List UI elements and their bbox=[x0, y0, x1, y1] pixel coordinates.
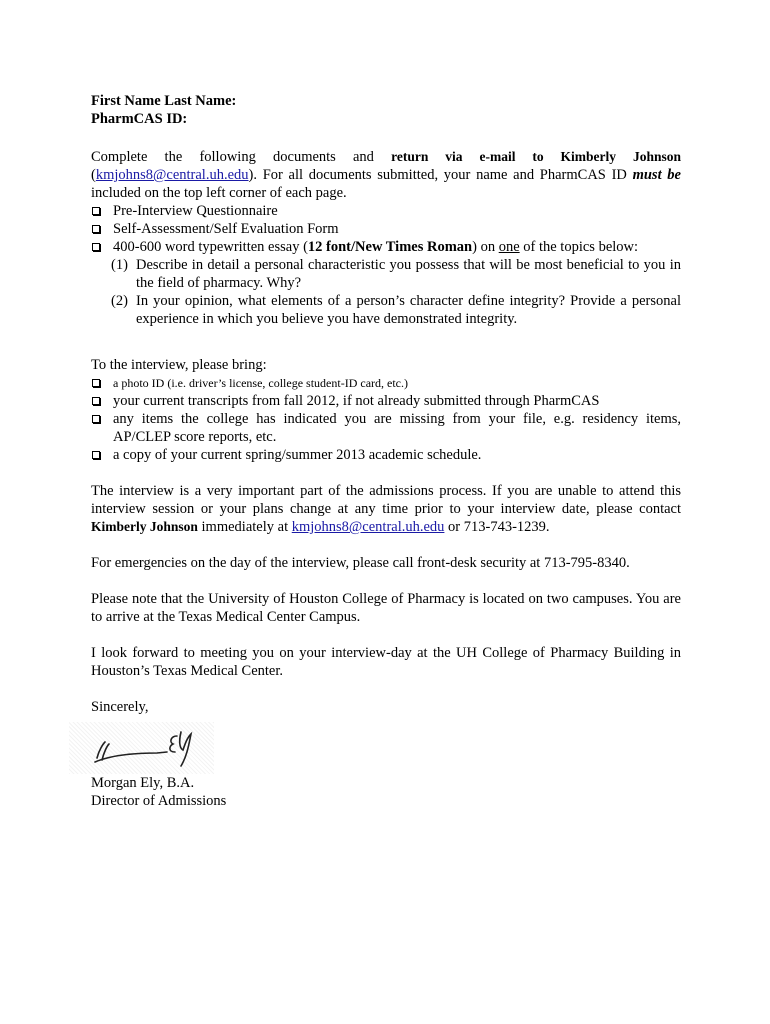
topic-text: Describe in detail a personal characteristic you possess that will be most beneficial to you in the field of pharmacy. Why? bbox=[136, 257, 681, 291]
document-item-essay-a: 400-600 word typewritten essay ( bbox=[113, 239, 308, 255]
intro-paragraph bbox=[91, 148, 681, 202]
interview-text-1: The interview is a very important part of the admissions process. If you are unable to attend this interview session or your plans change at any time prior to your interview date, please contact bbox=[91, 483, 681, 517]
document-item-questionnaire: Pre-Interview Questionnaire bbox=[113, 203, 278, 219]
list-item bbox=[111, 256, 681, 292]
closing-paragraph: I look forward to meeting you on your interview-day at the UH College of Pharmacy Building in Houston’s Texas Medical Center. bbox=[91, 645, 681, 679]
checkbox-icon bbox=[92, 243, 100, 251]
signatory-title: Director of Admissions bbox=[91, 793, 227, 809]
bring-heading: To the interview, please bring: bbox=[91, 357, 267, 373]
list-item bbox=[91, 238, 681, 256]
checkbox-icon bbox=[92, 379, 100, 387]
essay-topics-list bbox=[91, 256, 681, 328]
document-item-self-assessment: Self-Assessment/Self Evaluation Form bbox=[113, 221, 339, 237]
intro-text-1: Complete the following documents and bbox=[91, 149, 392, 165]
bring-item-missing-items: any items the college has indicated you are missing from your file, e.g. residency items, AP/CLEP score reports, etc. bbox=[113, 411, 681, 445]
checkbox-icon bbox=[92, 207, 100, 215]
document-item-essay-one: one bbox=[498, 239, 520, 255]
campus-paragraph: Please note that the University of Houston College of Pharmacy is located on two campuses. You are to arrive at the Texas Medical Center Campus. bbox=[91, 591, 681, 625]
handwritten-signature bbox=[69, 722, 214, 774]
bring-item-transcripts: your current transcripts from fall 2012, if not already submitted through PharmCAS bbox=[113, 393, 600, 409]
list-item bbox=[111, 292, 681, 328]
topic-number: (2) bbox=[111, 293, 128, 309]
checkbox-icon bbox=[92, 397, 100, 405]
interview-text-2: immediately at bbox=[197, 519, 292, 535]
list-item bbox=[91, 374, 681, 392]
list-item bbox=[91, 446, 681, 464]
list-item bbox=[91, 220, 681, 238]
pharmcas-id-label: PharmCAS ID: bbox=[91, 111, 188, 127]
signatory-name: Morgan Ely, B.A. bbox=[91, 775, 195, 791]
bring-list bbox=[91, 374, 681, 464]
list-item bbox=[91, 410, 681, 446]
letter-page bbox=[91, 92, 681, 810]
document-item-essay-c: ) on bbox=[472, 239, 499, 255]
interview-email-link[interactable]: kmjohns8@central.uh.edu bbox=[291, 519, 445, 535]
intro-email-link[interactable]: kmjohns8@central.uh.edu bbox=[95, 167, 249, 183]
topic-number: (1) bbox=[111, 257, 128, 273]
document-item-essay-e: of the topics below: bbox=[519, 239, 639, 255]
bring-item-schedule: a copy of your current spring/summer 2013 academic schedule. bbox=[113, 447, 482, 463]
emergency-paragraph: For emergencies on the day of the interview, please call front-desk security at 713-795-8340. bbox=[91, 555, 630, 571]
list-item bbox=[91, 202, 681, 220]
intro-return-via-email: return via e-mail to Kimberly Johnson bbox=[391, 149, 681, 164]
documents-list bbox=[91, 202, 681, 256]
topic-text: In your opinion, what elements of a person’s character define integrity? Provide a personal experience in which you believe you have demonstrated integrity. bbox=[136, 293, 681, 327]
interview-contact-name: Kimberly Johnson bbox=[91, 519, 198, 534]
name-label: First Name Last Name: bbox=[91, 93, 237, 109]
checkbox-icon bbox=[92, 415, 100, 423]
checkbox-icon bbox=[92, 451, 100, 459]
sincerely-text: Sincerely, bbox=[91, 699, 149, 715]
list-item bbox=[91, 392, 681, 410]
signature-image bbox=[69, 722, 214, 774]
intro-must-be: must be bbox=[632, 167, 681, 183]
intro-text-4: ). For all documents submitted, your name and PharmCAS ID bbox=[248, 167, 633, 183]
intro-text-6: included on the top left corner of each page. bbox=[91, 185, 347, 201]
checkbox-icon bbox=[92, 225, 100, 233]
interview-paragraph bbox=[91, 482, 681, 536]
document-item-essay-font: 12 font/New Times Roman bbox=[307, 239, 473, 255]
bring-item-photo-id: a photo ID (i.e. driver’s license, college student-ID card, etc.) bbox=[113, 376, 408, 390]
interview-text-3: or 713-743-1239. bbox=[444, 519, 550, 535]
intro-text-3: ( bbox=[91, 167, 96, 183]
